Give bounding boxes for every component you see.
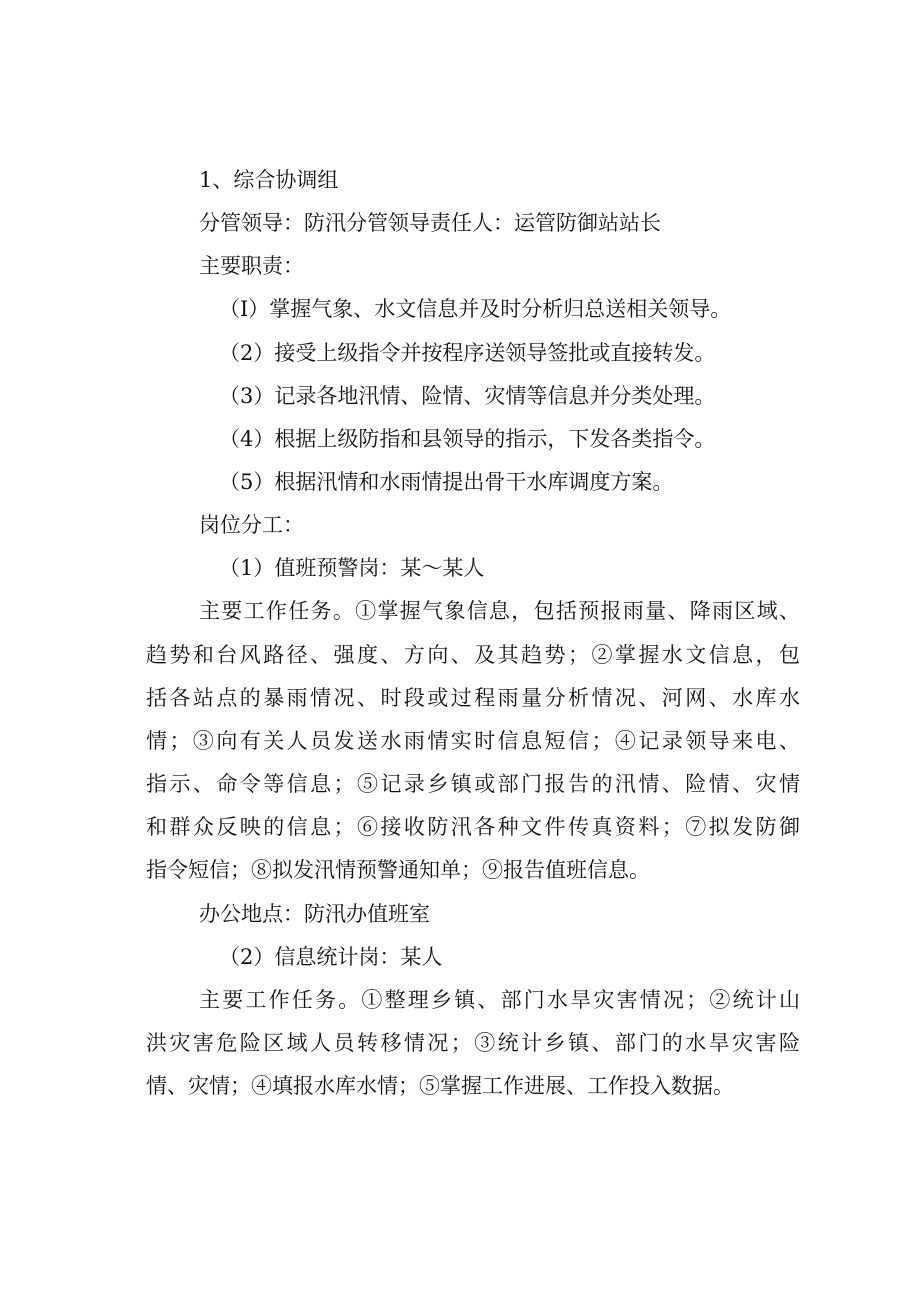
duties-title: 主要职责： <box>199 254 304 278</box>
duty-item: （3）记录各地汛情、险情、灾情等信息并分类处理。 <box>219 384 716 408</box>
duty-item: （4）根据上级防指和县领导的指示，下发各类指令。 <box>219 427 716 451</box>
duty-item: （2）接受上级指令并按程序送领导签批或直接转发。 <box>219 341 716 365</box>
task-paragraph-line: 趋势和台风路径、强度、方向、及其趋势；②掌握水文信息，包 <box>146 643 800 667</box>
post-title: （1）值班预警岗：某～某人 <box>219 556 485 580</box>
leader-line: 分管领导：防汛分管领导责任人：运管防御站站长 <box>199 211 661 235</box>
task-paragraph-line: 和群众反映的信息；⑥接收防汛各种文件传真资料；⑦拟发防御 <box>146 815 800 839</box>
task-paragraph-line: 洪灾害危险区域人员转移情况；③统计乡镇、部门的水旱灾害险 <box>146 1031 800 1055</box>
positions-title: 岗位分工： <box>199 513 304 537</box>
office-location: 办公地点：防汛办值班室 <box>199 902 430 926</box>
post-title: （2）信息统计岗：某人 <box>219 945 443 969</box>
task-paragraph-line: 情、灾情；④填报水库水情；⑤掌握工作进展、工作投入数据。 <box>146 1074 734 1098</box>
task-paragraph-line: 括各站点的暴雨情况、时段或过程雨量分析情况、河网、水库水 <box>146 686 800 710</box>
task-paragraph-line: 指示、命令等信息；⑤记录乡镇或部门报告的汛情、险情、灾情 <box>146 772 800 796</box>
task-paragraph-line: 情；③向有关人员发送水雨情实时信息短信；④记录领导来电、 <box>146 729 800 753</box>
section-heading: 1、综合协调组 <box>199 168 339 192</box>
task-paragraph-line: 主要工作任务。①掌握气象信息，包括预报雨量、降雨区域、 <box>199 599 800 623</box>
duty-item: （5）根据汛情和水雨情提出骨干水库调度方案。 <box>219 470 674 494</box>
duty-item: （I）掌握气象、水文信息并及时分析归总送相关领导。 <box>219 297 732 321</box>
task-paragraph-line: 指令短信；⑧拟发汛情预警通知单；⑨报告值班信息。 <box>146 858 650 882</box>
task-paragraph-line: 主要工作任务。①整理乡镇、部门水旱灾害情况；②统计山 <box>199 988 800 1012</box>
